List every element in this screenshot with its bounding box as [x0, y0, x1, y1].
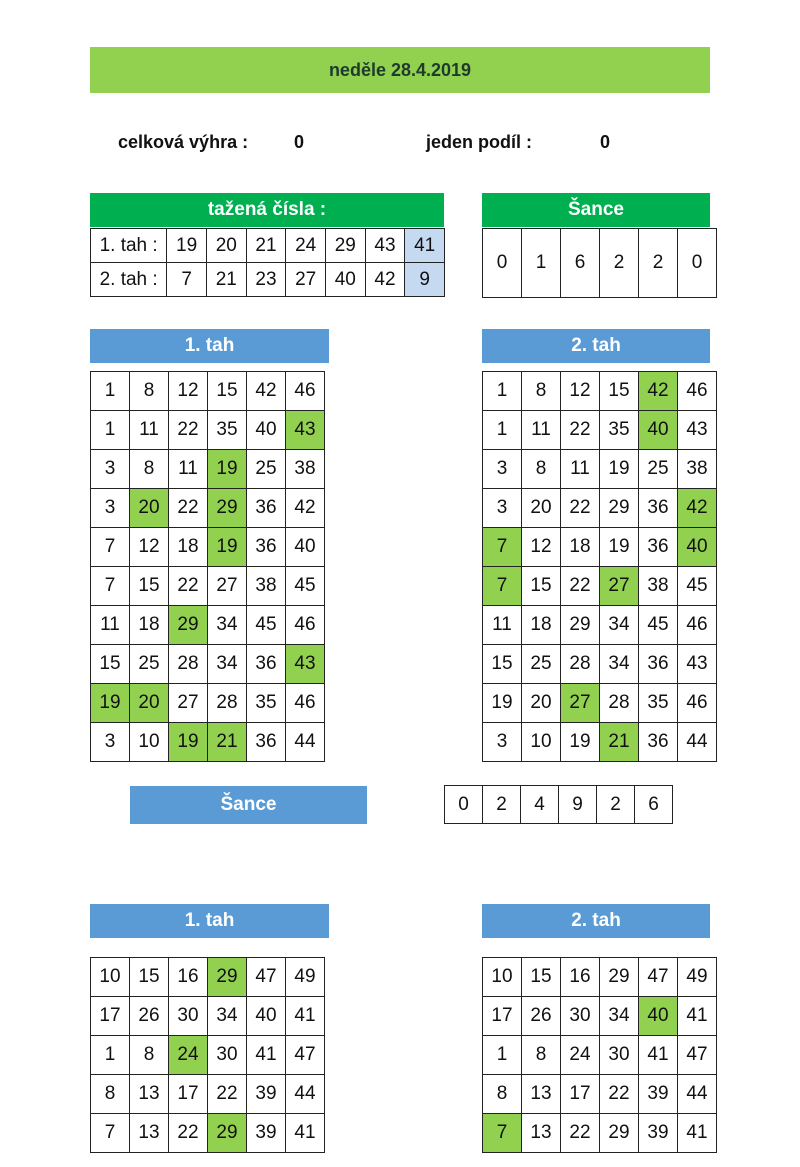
ticket-number: 8 — [522, 450, 561, 489]
ticket-number: 22 — [561, 567, 600, 606]
ticket-number: 36 — [247, 489, 286, 528]
ticket-number: 34 — [600, 606, 639, 645]
ticket-number: 25 — [639, 450, 678, 489]
matched-number: 27 — [561, 684, 600, 723]
ticket-number: 3 — [91, 723, 130, 762]
total-win-value: 0 — [294, 132, 305, 152]
matched-number: 29 — [169, 606, 208, 645]
ticket-number: 1 — [483, 372, 522, 411]
ticket-number: 45 — [678, 567, 717, 606]
sance-title: Šance — [482, 193, 710, 227]
ticket-number: 15 — [522, 958, 561, 997]
ticket-number: 10 — [483, 958, 522, 997]
ticket-number: 47 — [247, 958, 286, 997]
ticket-number: 36 — [639, 645, 678, 684]
ticket-number: 34 — [208, 997, 247, 1036]
ticket-number: 39 — [639, 1075, 678, 1114]
ticket-row — [483, 997, 717, 1036]
matched-number: 19 — [208, 450, 247, 489]
ticket-number: 15 — [91, 645, 130, 684]
ticket-number: 13 — [130, 1075, 169, 1114]
matched-number: 19 — [208, 528, 247, 567]
matched-number: 43 — [286, 411, 325, 450]
ticket-number: 3 — [483, 723, 522, 762]
ticket-number: 22 — [208, 1075, 247, 1114]
ticket-number: 16 — [169, 958, 208, 997]
drawn-numbers-table — [90, 228, 445, 297]
ticket-row — [483, 606, 717, 645]
ticket-number: 17 — [169, 1075, 208, 1114]
ticket-number: 25 — [130, 645, 169, 684]
sance-digit: 4 — [521, 786, 559, 824]
block1-sance-title: Šance — [130, 786, 367, 824]
ticket-number: 28 — [600, 684, 639, 723]
ticket-number: 10 — [522, 723, 561, 762]
ticket-row — [91, 606, 325, 645]
ticket-number: 36 — [247, 723, 286, 762]
ticket-number: 34 — [208, 645, 247, 684]
ticket-number: 30 — [561, 997, 600, 1036]
ticket-row — [483, 567, 717, 606]
block2-tah1-title: 1. tah — [90, 904, 329, 938]
ticket-number: 41 — [286, 997, 325, 1036]
ticket-number: 44 — [678, 723, 717, 762]
ticket-number: 39 — [247, 1075, 286, 1114]
sance-digit: 6 — [561, 229, 600, 298]
share-value: 0 — [600, 132, 611, 152]
ticket-number: 38 — [639, 567, 678, 606]
ticket-number: 27 — [169, 684, 208, 723]
ticket-number: 12 — [561, 372, 600, 411]
drawn-row — [91, 263, 445, 297]
ticket-number: 8 — [483, 1075, 522, 1114]
ticket-row — [483, 645, 717, 684]
ticket-number: 22 — [169, 567, 208, 606]
ticket-row — [91, 528, 325, 567]
block1-tah2-grid — [482, 371, 717, 762]
matched-number: 20 — [130, 489, 169, 528]
ticket-number: 11 — [561, 450, 600, 489]
sance-digit: 2 — [639, 229, 678, 298]
ticket-row — [91, 567, 325, 606]
ticket-number: 25 — [522, 645, 561, 684]
drawn-number: 27 — [286, 263, 326, 297]
ticket-number: 46 — [286, 606, 325, 645]
ticket-number: 30 — [169, 997, 208, 1036]
ticket-number: 1 — [483, 411, 522, 450]
ticket-number: 11 — [169, 450, 208, 489]
ticket-number: 41 — [247, 1036, 286, 1075]
ticket-number: 11 — [522, 411, 561, 450]
ticket-row — [91, 1075, 325, 1114]
matched-number: 7 — [483, 567, 522, 606]
ticket-number: 40 — [286, 528, 325, 567]
ticket-number: 8 — [130, 450, 169, 489]
ticket-number: 26 — [130, 997, 169, 1036]
ticket-number: 8 — [130, 372, 169, 411]
ticket-row — [483, 528, 717, 567]
ticket-row — [483, 411, 717, 450]
matched-number: 24 — [169, 1036, 208, 1075]
ticket-number: 15 — [600, 372, 639, 411]
ticket-number: 3 — [483, 489, 522, 528]
matched-number: 29 — [208, 958, 247, 997]
drawn-number: 42 — [365, 263, 405, 297]
block1-tah2-title: 2. tah — [482, 329, 710, 363]
ticket-row — [483, 372, 717, 411]
bonus-number: 9 — [405, 263, 445, 297]
ticket-number: 8 — [130, 1036, 169, 1075]
ticket-number: 7 — [91, 1114, 130, 1153]
ticket-number: 11 — [483, 606, 522, 645]
ticket-row — [483, 1075, 717, 1114]
ticket-number: 38 — [286, 450, 325, 489]
ticket-number: 17 — [561, 1075, 600, 1114]
ticket-number: 41 — [678, 1114, 717, 1153]
block2-tah1-grid — [90, 957, 325, 1153]
ticket-number: 19 — [483, 684, 522, 723]
bonus-number: 41 — [405, 229, 445, 263]
ticket-number: 22 — [169, 489, 208, 528]
ticket-row — [91, 645, 325, 684]
block1-sance-digits — [444, 785, 673, 824]
ticket-number: 20 — [522, 489, 561, 528]
ticket-number: 42 — [286, 489, 325, 528]
ticket-number: 38 — [678, 450, 717, 489]
ticket-number: 18 — [561, 528, 600, 567]
ticket-number: 47 — [678, 1036, 717, 1075]
ticket-number: 19 — [561, 723, 600, 762]
ticket-number: 24 — [561, 1036, 600, 1075]
matched-number: 40 — [678, 528, 717, 567]
ticket-number: 15 — [208, 372, 247, 411]
drawn-number: 24 — [286, 229, 326, 263]
drawn-number: 43 — [365, 229, 405, 263]
ticket-number: 46 — [286, 684, 325, 723]
ticket-row — [483, 1114, 717, 1153]
ticket-row — [91, 489, 325, 528]
ticket-number: 44 — [286, 723, 325, 762]
ticket-number: 1 — [483, 1036, 522, 1075]
ticket-number: 13 — [522, 1114, 561, 1153]
ticket-number: 22 — [561, 489, 600, 528]
ticket-number: 35 — [639, 684, 678, 723]
ticket-number: 22 — [561, 411, 600, 450]
matched-number: 7 — [483, 528, 522, 567]
drawn-row — [91, 229, 445, 263]
ticket-number: 29 — [600, 489, 639, 528]
matched-number: 19 — [91, 684, 130, 723]
ticket-number: 44 — [286, 1075, 325, 1114]
ticket-number: 42 — [247, 372, 286, 411]
ticket-row — [483, 723, 717, 762]
ticket-number: 41 — [678, 997, 717, 1036]
ticket-number: 36 — [639, 528, 678, 567]
ticket-row — [483, 450, 717, 489]
date-header: neděle 28.4.2019 — [90, 47, 710, 93]
sance-digit: 1 — [522, 229, 561, 298]
ticket-number: 44 — [678, 1075, 717, 1114]
ticket-number: 46 — [678, 372, 717, 411]
drawn-number: 29 — [325, 229, 365, 263]
matched-number: 21 — [208, 723, 247, 762]
ticket-number: 16 — [561, 958, 600, 997]
ticket-number: 7 — [91, 528, 130, 567]
ticket-number: 43 — [678, 411, 717, 450]
ticket-number: 40 — [247, 997, 286, 1036]
ticket-number: 7 — [91, 567, 130, 606]
ticket-row — [483, 684, 717, 723]
drawn-number: 21 — [246, 229, 286, 263]
block2-tah2-grid — [482, 957, 717, 1153]
ticket-number: 29 — [600, 958, 639, 997]
draw-label: 1. tah : — [91, 229, 167, 263]
drawn-number: 40 — [325, 263, 365, 297]
ticket-number: 29 — [600, 1114, 639, 1153]
ticket-number: 22 — [169, 411, 208, 450]
ticket-row — [483, 958, 717, 997]
ticket-number: 15 — [130, 958, 169, 997]
share-label: jeden podíl : — [426, 132, 532, 152]
ticket-number: 10 — [130, 723, 169, 762]
ticket-row — [91, 450, 325, 489]
ticket-number: 8 — [522, 1036, 561, 1075]
ticket-number: 1 — [91, 372, 130, 411]
ticket-number: 3 — [483, 450, 522, 489]
ticket-number: 19 — [600, 450, 639, 489]
ticket-number: 22 — [169, 1114, 208, 1153]
ticket-number: 15 — [483, 645, 522, 684]
ticket-number: 8 — [91, 1075, 130, 1114]
ticket-number: 20 — [522, 684, 561, 723]
ticket-number: 19 — [600, 528, 639, 567]
ticket-number: 30 — [208, 1036, 247, 1075]
ticket-number: 17 — [483, 997, 522, 1036]
ticket-number: 26 — [522, 997, 561, 1036]
ticket-number: 41 — [286, 1114, 325, 1153]
ticket-number: 12 — [130, 528, 169, 567]
ticket-row — [91, 958, 325, 997]
ticket-number: 18 — [130, 606, 169, 645]
sance-digit: 0 — [483, 229, 522, 298]
drawn-numbers-title: tažená čísla : — [90, 193, 444, 227]
ticket-number: 3 — [91, 489, 130, 528]
matched-number: 40 — [639, 997, 678, 1036]
ticket-number: 12 — [522, 528, 561, 567]
ticket-number: 46 — [286, 372, 325, 411]
sance-digits-table — [482, 228, 717, 298]
ticket-number: 34 — [600, 645, 639, 684]
drawn-number: 19 — [167, 229, 207, 263]
ticket-number: 41 — [639, 1036, 678, 1075]
ticket-number: 36 — [247, 528, 286, 567]
ticket-number: 39 — [247, 1114, 286, 1153]
ticket-number: 10 — [91, 958, 130, 997]
ticket-number: 28 — [208, 684, 247, 723]
ticket-number: 30 — [600, 1036, 639, 1075]
ticket-number: 36 — [639, 489, 678, 528]
ticket-row — [91, 1114, 325, 1153]
matched-number: 21 — [600, 723, 639, 762]
ticket-number: 1 — [91, 411, 130, 450]
ticket-number: 35 — [247, 684, 286, 723]
matched-number: 29 — [208, 1114, 247, 1153]
ticket-number: 12 — [169, 372, 208, 411]
sance-digit: 0 — [678, 229, 717, 298]
ticket-number: 28 — [561, 645, 600, 684]
drawn-number: 7 — [167, 263, 207, 297]
ticket-number: 34 — [600, 997, 639, 1036]
ticket-row — [91, 1036, 325, 1075]
ticket-number: 45 — [286, 567, 325, 606]
ticket-number: 38 — [247, 567, 286, 606]
ticket-number: 46 — [678, 684, 717, 723]
ticket-row — [483, 489, 717, 528]
ticket-row — [91, 684, 325, 723]
ticket-row — [91, 997, 325, 1036]
matched-number: 42 — [639, 372, 678, 411]
drawn-number: 23 — [246, 263, 286, 297]
ticket-number: 27 — [208, 567, 247, 606]
ticket-row — [91, 411, 325, 450]
ticket-number: 17 — [91, 997, 130, 1036]
ticket-number: 1 — [91, 1036, 130, 1075]
ticket-number: 11 — [130, 411, 169, 450]
ticket-number: 36 — [247, 645, 286, 684]
ticket-number: 15 — [130, 567, 169, 606]
matched-number: 19 — [169, 723, 208, 762]
block1-tah1-grid — [90, 371, 325, 762]
ticket-number: 43 — [678, 645, 717, 684]
ticket-number: 13 — [522, 1075, 561, 1114]
ticket-row — [91, 723, 325, 762]
sance-digit: 6 — [635, 786, 673, 824]
block2-tah2-title: 2. tah — [482, 904, 710, 938]
draw-label: 2. tah : — [91, 263, 167, 297]
sance-digit: 9 — [559, 786, 597, 824]
block1-tah1-title: 1. tah — [90, 329, 329, 363]
sance-digit: 2 — [483, 786, 521, 824]
total-win-label: celková výhra : — [118, 132, 249, 152]
ticket-number: 13 — [130, 1114, 169, 1153]
drawn-number: 20 — [206, 229, 246, 263]
sance-digit: 0 — [445, 786, 483, 824]
ticket-number: 22 — [600, 1075, 639, 1114]
ticket-number: 40 — [247, 411, 286, 450]
ticket-number: 46 — [678, 606, 717, 645]
ticket-number: 47 — [286, 1036, 325, 1075]
matched-number: 7 — [483, 1114, 522, 1153]
ticket-number: 35 — [208, 411, 247, 450]
ticket-number: 49 — [678, 958, 717, 997]
sance-digit: 2 — [597, 786, 635, 824]
ticket-number: 28 — [169, 645, 208, 684]
ticket-number: 22 — [561, 1114, 600, 1153]
ticket-number: 36 — [639, 723, 678, 762]
matched-number: 27 — [600, 567, 639, 606]
ticket-number: 35 — [600, 411, 639, 450]
matched-number: 29 — [208, 489, 247, 528]
ticket-number: 49 — [286, 958, 325, 997]
ticket-number: 39 — [639, 1114, 678, 1153]
ticket-number: 18 — [169, 528, 208, 567]
ticket-number: 29 — [561, 606, 600, 645]
ticket-number: 11 — [91, 606, 130, 645]
ticket-number: 25 — [247, 450, 286, 489]
drawn-number: 21 — [206, 263, 246, 297]
ticket-number: 8 — [522, 372, 561, 411]
ticket-number: 15 — [522, 567, 561, 606]
ticket-number: 18 — [522, 606, 561, 645]
ticket-number: 45 — [639, 606, 678, 645]
matched-number: 40 — [639, 411, 678, 450]
ticket-number: 3 — [91, 450, 130, 489]
sance-digit: 2 — [600, 229, 639, 298]
ticket-row — [91, 372, 325, 411]
matched-number: 42 — [678, 489, 717, 528]
matched-number: 43 — [286, 645, 325, 684]
ticket-number: 45 — [247, 606, 286, 645]
matched-number: 20 — [130, 684, 169, 723]
ticket-number: 34 — [208, 606, 247, 645]
ticket-row — [483, 1036, 717, 1075]
ticket-number: 47 — [639, 958, 678, 997]
